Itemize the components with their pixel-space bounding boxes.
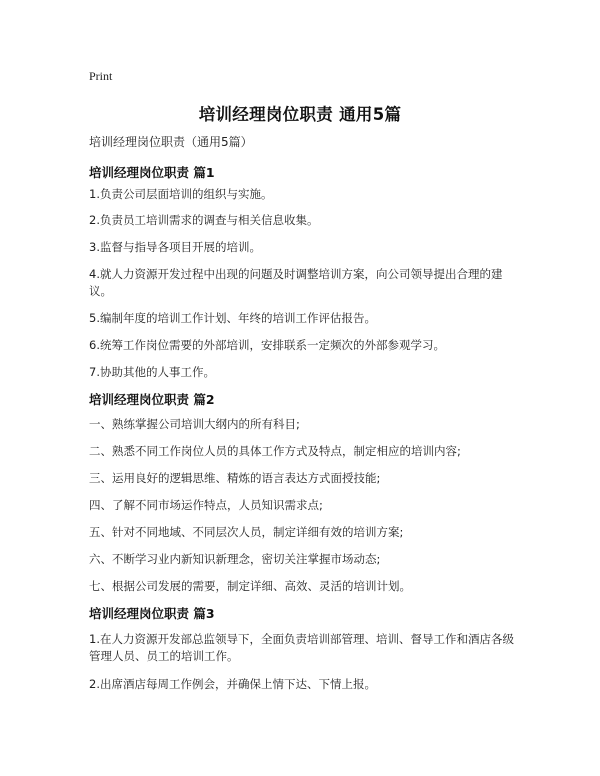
list-item: 二、熟悉不同工作岗位人员的具体工作方式及特点，制定相应的培训内容; [89, 444, 461, 458]
list-item: 五、针对不同地域、不同层次人员，制定详细有效的培训方案; [89, 525, 404, 539]
print-label[interactable]: Print [89, 69, 113, 83]
list-item: 四、了解不同市场运作特点，人员知识需求点; [89, 498, 323, 512]
section-heading: 培训经理岗位职责 篇1 [89, 165, 215, 180]
list-item: 六、不断学习业内新知识新理念，密切关注掌握市场动态; [89, 552, 381, 566]
list-item: 一、熟练掌握公司培训大纲内的所有科目; [89, 417, 300, 431]
list-item: 1.在人力资源开发部总监领导下，全面负责培训部管理、培训、督导工作和酒店各级管理人员、员工的培训工作。 [89, 632, 514, 663]
list-item: 6.统筹工作岗位需要的外部培训，安排联系一定频次的外部参观学习。 [89, 338, 445, 352]
list-item: 7.协助其他的人事工作。 [89, 365, 215, 379]
list-item: 2.负责员工培训需求的调查与相关信息收集。 [89, 213, 319, 227]
section-heading: 培训经理岗位职责 篇3 [89, 606, 215, 621]
document-title: 培训经理岗位职责 通用5篇 [198, 105, 402, 124]
document-subtitle: 培训经理岗位职责（通用5篇） [89, 135, 253, 149]
list-item: 三、运用良好的逻辑思维、精炼的语言表达方式面授技能; [89, 471, 381, 485]
list-item: 3.监督与指导各项目开展的培训。 [89, 240, 261, 254]
list-item: 4.就人力资源开发过程中出现的问题及时调整培训方案，向公司领导提出合理的建议。 [89, 267, 503, 298]
section-heading: 培训经理岗位职责 篇2 [89, 392, 215, 407]
list-item: 2.出席酒店每周工作例会，并确保上情下达、下情上报。 [89, 677, 376, 691]
list-item: 1.负责公司层面培训的组织与实施。 [89, 187, 273, 201]
list-item: 七、根据公司发展的需要，制定详细、高效、灵活的培训计划。 [89, 579, 411, 593]
list-item: 5.编制年度的培训工作计划、年终的培训工作评估报告。 [89, 311, 376, 325]
